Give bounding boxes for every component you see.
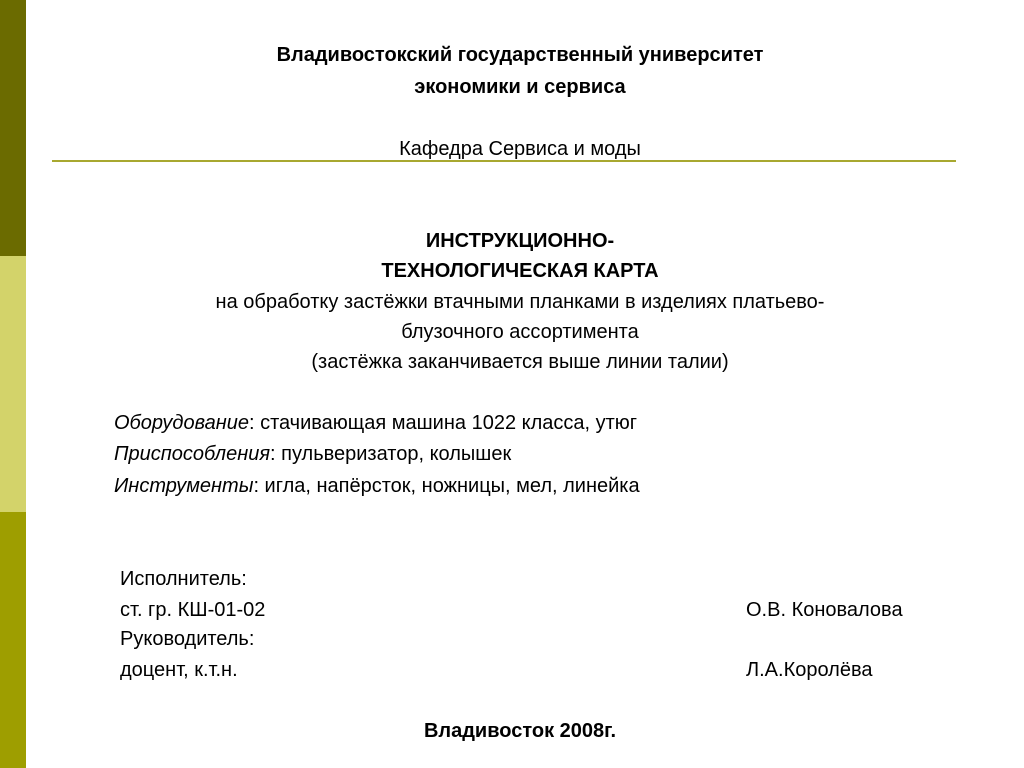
header-divider <box>52 160 956 162</box>
supervisor-name: Л.А.Королёва <box>746 659 873 681</box>
doc-subtitle-line1: на обработку застёжки втачными планками в изделиях платьево- <box>215 291 825 313</box>
doc-subtitle-line2: блузочного ассортимента <box>401 321 639 343</box>
spec-fixtures <box>114 443 511 466</box>
university-name-line1: Владивостокский государственный университет <box>276 44 764 66</box>
spec-tools <box>114 475 640 498</box>
decor-bar-top <box>0 0 26 256</box>
supervisor-label: Руководитель: <box>120 628 255 650</box>
executor-label: Исполнитель: <box>120 568 247 590</box>
spec-equipment-label: Оборудование <box>114 412 249 434</box>
executor-name: О.В. Коновалова <box>746 599 903 621</box>
spec-fixtures-label: Приспособления <box>114 443 271 465</box>
supervisor-title: доцент, к.т.н. <box>120 659 238 681</box>
footer-city-year: Владивосток 2008г. <box>423 720 617 742</box>
doc-title-line1: ИНСТРУКЦИОННО- <box>425 230 615 252</box>
doc-title-line2: ТЕХНОЛОГИЧЕСКАЯ КАРТА <box>381 260 659 282</box>
spec-fixtures-value: : пульверизатор, колышек <box>270 443 512 465</box>
spec-tools-label: Инструменты <box>114 475 254 497</box>
department-name: Кафедра Сервиса и моды <box>399 138 641 160</box>
spec-tools-value: : игла, напёрсток, ножницы, мел, линейка <box>253 475 640 497</box>
university-name-line2: экономики и сервиса <box>414 76 626 98</box>
executor-group: ст. гр. КШ-01-02 <box>120 599 266 621</box>
doc-subtitle-line3: (застёжка заканчивается выше линии талии) <box>311 351 729 373</box>
spec-equipment <box>114 412 637 435</box>
spec-equipment-value: : стачивающая машина 1022 класса, утюг <box>248 412 638 434</box>
